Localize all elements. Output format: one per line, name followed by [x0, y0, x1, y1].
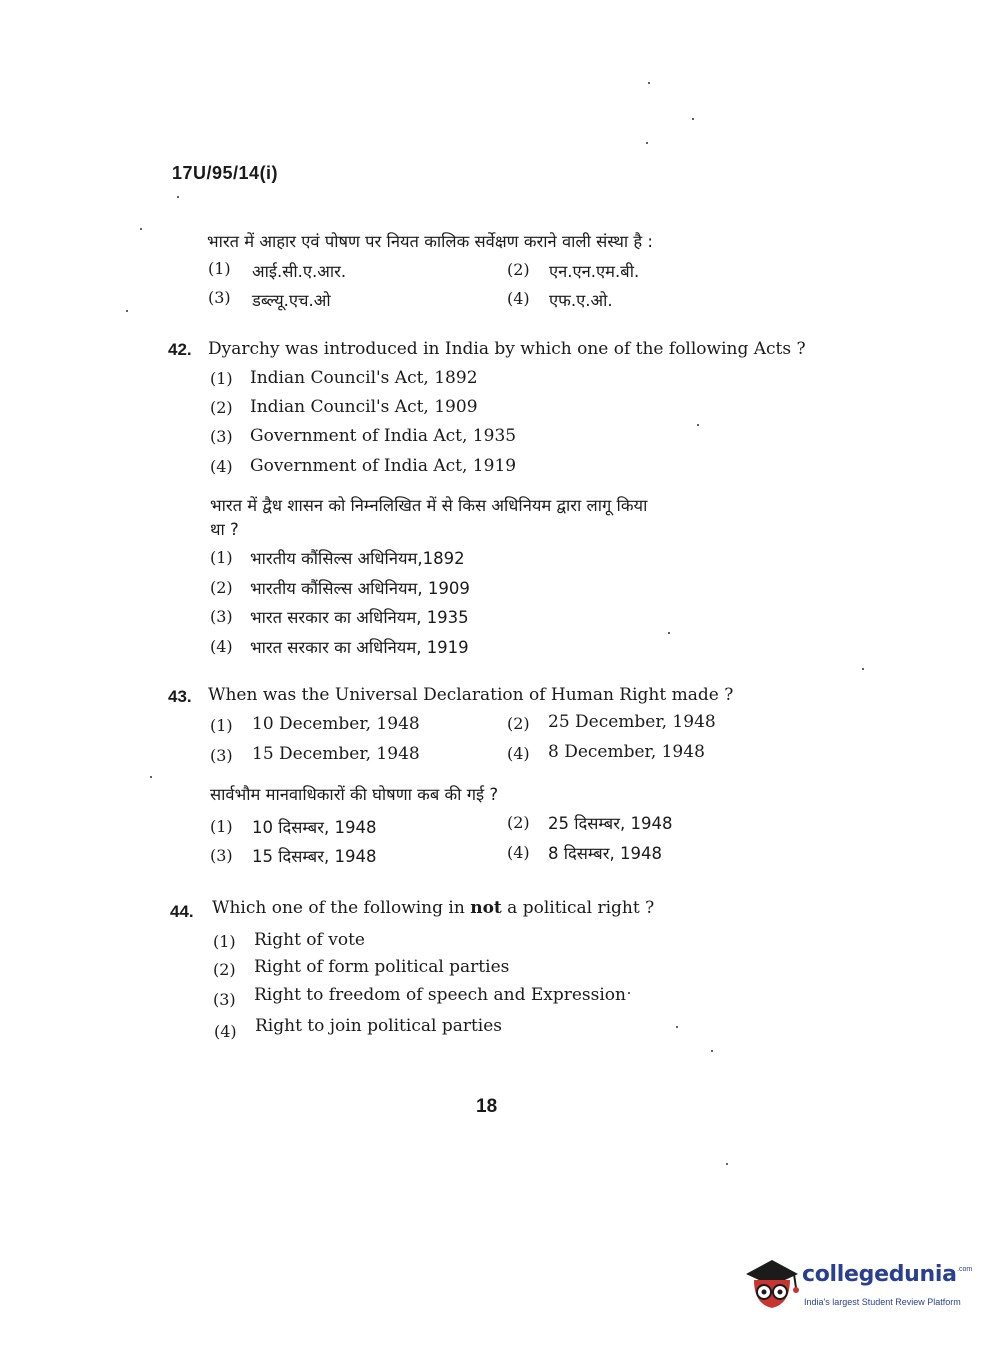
q42-hindi-option-4: भारत सरकार का अधिनियम, 1919 — [250, 638, 469, 657]
q41-option-2: एन.एन.एम.बी. — [549, 262, 640, 281]
q43-option-1-number: (1) — [210, 716, 233, 735]
q43-option-3: 15 December, 1948 — [252, 744, 420, 764]
q44-option-2-number: (2) — [213, 960, 236, 979]
q43-hindi-option-1-number: (1) — [210, 817, 233, 836]
scan-speck — [692, 118, 694, 120]
q44-option-1: Right of vote — [254, 930, 365, 950]
q43-hindi-option-4: 8 दिसम्बर, 1948 — [548, 844, 662, 863]
scan-speck — [676, 1026, 678, 1028]
scan-speck — [646, 142, 648, 144]
brand-domain: .com — [957, 1266, 973, 1273]
q42-option-4: Government of India Act, 1919 — [250, 456, 517, 476]
scan-speck — [711, 1050, 713, 1052]
q42-hindi-option-3-number: (3) — [210, 607, 233, 626]
scan-speck — [862, 668, 864, 670]
q43-hindi-option-3-number: (3) — [210, 846, 233, 865]
q42-option-1: Indian Council's Act, 1892 — [250, 368, 478, 388]
q41-option-4-number: (4) — [507, 289, 530, 308]
q42-option-2-number: (2) — [210, 398, 233, 417]
q41-option-4: एफ.ए.ओ. — [549, 291, 613, 310]
scan-speck — [140, 228, 142, 230]
q44-option-3: Right to freedom of speech and Expression — [254, 985, 626, 1005]
q42-hindi-option-3: भारत सरकार का अधिनियम, 1935 — [250, 608, 469, 627]
q43-option-4: 8 December, 1948 — [548, 742, 705, 762]
q44-question — [212, 898, 654, 918]
brand-name: collegedunia — [802, 1262, 957, 1287]
scan-speck — [668, 632, 670, 634]
scan-speck — [126, 310, 128, 312]
q42-hindi-option-2: भारतीय कौंसिल्स अधिनियम, 1909 — [250, 579, 470, 598]
q44-option-2: Right of form political parties — [254, 957, 510, 977]
scan-speck — [697, 424, 699, 426]
q42-question: Dyarchy was introduced in India by which one of the following Acts ? — [208, 339, 806, 359]
q42-option-4-number: (4) — [210, 457, 233, 476]
q42-hindi-option-4-number: (4) — [210, 637, 233, 656]
paper-code: 17U/95/14(i) — [172, 163, 279, 183]
q43-hindi-question: सार्वभौम मानवाधिकारों की घोषणा कब की गई ? — [210, 785, 499, 804]
brand-tagline: India's largest Student Review Platform — [804, 1297, 961, 1307]
q41-hindi-question: भारत में आहार एवं पोषण पर नियत कालिक सर्वेक्षण कराने वाली संस्था है : — [207, 232, 653, 251]
q42-option-3-number: (3) — [210, 427, 233, 446]
q44-question-emphasis: not — [470, 898, 502, 918]
scan-speck — [648, 82, 650, 84]
scan-speck — [177, 196, 179, 198]
q44-option-3-number: (3) — [213, 990, 236, 1009]
q43-question: When was the Universal Declaration of Human Right made ? — [208, 685, 734, 705]
q41-option-1-number: (1) — [208, 259, 231, 278]
q41-option-3-number: (3) — [208, 288, 231, 307]
q42-hindi-option-1-number: (1) — [210, 548, 233, 567]
q43-hindi-option-3: 15 दिसम्बर, 1948 — [252, 847, 377, 866]
q43-hindi-option-2-number: (2) — [507, 813, 530, 832]
q42-hindi-option-1: भारतीय कौंसिल्स अधिनियम,1892 — [250, 549, 465, 568]
scan-speck — [150, 776, 152, 778]
q44-option-1-number: (1) — [213, 932, 236, 951]
q43-hindi-option-2: 25 दिसम्बर, 1948 — [548, 814, 673, 833]
q41-option-2-number: (2) — [507, 260, 530, 279]
q43-option-4-number: (4) — [507, 744, 530, 763]
q43-option-2-number: (2) — [507, 714, 530, 733]
collegedunia-logo — [742, 1252, 972, 1322]
q44-option-4: Right to join political parties — [255, 1016, 503, 1036]
q44-question-end: a political right ? — [501, 898, 655, 918]
page-number: 18 — [476, 1096, 498, 1117]
q44-option-4-number: (4) — [214, 1022, 237, 1041]
q44-number: 44. — [170, 902, 194, 921]
q42-hindi-question-line2: था ? — [210, 520, 239, 539]
q42-hindi-option-2-number: (2) — [210, 578, 233, 597]
q43-hindi-option-4-number: (4) — [507, 843, 530, 862]
q42-option-3: Government of India Act, 1935 — [250, 426, 517, 446]
q43-option-2: 25 December, 1948 — [548, 712, 716, 732]
q44-question-start: Which one of the following in — [212, 898, 471, 918]
q42-option-1-number: (1) — [210, 369, 233, 388]
mascot-icon — [742, 1252, 802, 1312]
q43-option-1: 10 December, 1948 — [252, 714, 420, 734]
q43-number: 43. — [168, 687, 192, 706]
q42-number: 42. — [168, 340, 192, 359]
q43-hindi-option-1: 10 दिसम्बर, 1948 — [252, 818, 377, 837]
q41-option-3: डब्ल्यू.एच.ओ — [252, 291, 331, 310]
q41-option-1: आई.सी.ए.आर. — [252, 262, 347, 281]
scan-speck — [628, 992, 630, 994]
q42-hindi-question-line1: भारत में द्वैध शासन को निम्नलिखित में से किस अधिनियम द्वारा लागू किया — [210, 496, 648, 515]
q42-option-2: Indian Council's Act, 1909 — [250, 397, 478, 417]
q43-option-3-number: (3) — [210, 746, 233, 765]
scan-speck — [726, 1163, 728, 1165]
